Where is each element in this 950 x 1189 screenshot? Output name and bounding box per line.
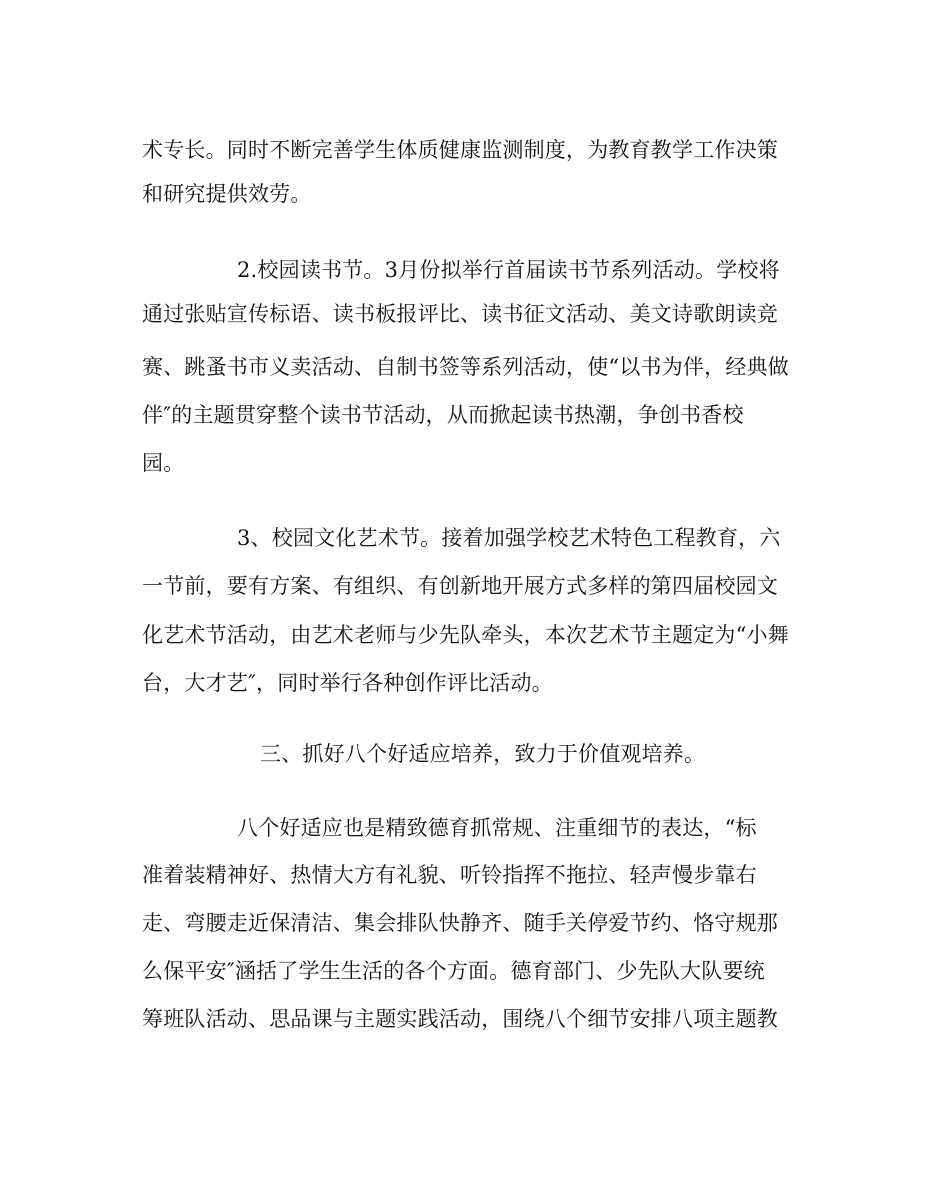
section-heading: 三、抓好八个好适应培养，致力于价值观培养。: [260, 742, 706, 766]
paragraph-line: 和研究提供效劳。: [142, 182, 312, 206]
paragraph-line: 一节前，要有方案、有组织、有创新地开展方式多样的第四届校园文: [142, 574, 778, 598]
paragraph-line: 术专长。同时不断完善学生体质健康监测制度，为教育教学工作决策: [142, 138, 778, 162]
paragraph-line: 走、弯腰走近保清洁、集会排队快静齐、随手关停爱节约、恪守规那: [142, 911, 778, 935]
paragraph-line: 化艺术节活动，由艺术老师与少先队牵头，本次艺术节主题定为“小舞: [142, 623, 789, 647]
paragraph-line: 2.校园读书节。3月份拟举行首届读书节系列活动。学校将: [237, 258, 780, 282]
paragraph-line: 准着装精神好、热情大方有礼貌、听铃指挥不拖拉、轻声慢步靠右: [142, 863, 757, 887]
paragraph-line: 通过张贴宣传标语、读书板报评比、读书征文活动、美文诗歌朗读竞: [142, 302, 778, 326]
paragraph-line: 赛、跳蚤书市义卖活动、自制书签等系列活动，使“以书为伴，经典做: [142, 355, 789, 379]
paragraph-line: 八个好适应也是精致德育抓常规、注重细节的表达，“标: [237, 816, 757, 840]
paragraph-line: 台，大才艺″，同时举行各种创作评比活动。: [142, 671, 553, 695]
paragraph-line: 园。: [142, 451, 185, 475]
paragraph-line: 筹班队活动、思品课与主题实践活动，围绕八个细节安排八项主题教: [142, 1007, 778, 1031]
paragraph-line: 么保平安″涵括了学生生活的各个方面。德育部门、少先队大队要统: [142, 959, 765, 983]
paragraph-line: 3、校园文化艺术节。接着加强学校艺术特色工程教育，六: [237, 526, 781, 550]
paragraph-line: 伴″的主题贯穿整个读书节活动，从而掀起读书热潮，争创书香校: [142, 403, 744, 427]
